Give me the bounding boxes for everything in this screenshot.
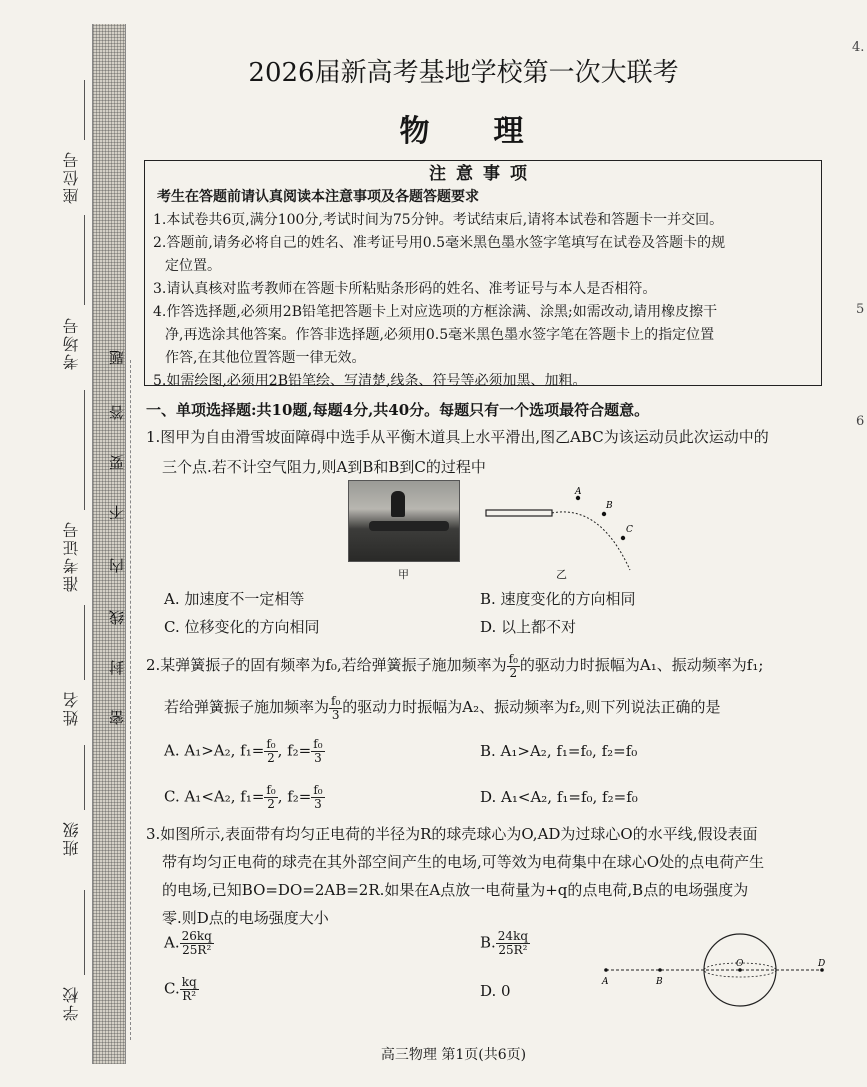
label-b: B bbox=[606, 501, 613, 511]
binding-dashed-line bbox=[130, 360, 131, 1040]
fraction-denominator: 2 bbox=[267, 751, 275, 765]
fraction bbox=[264, 738, 277, 765]
field-line bbox=[84, 215, 85, 305]
question-2-option-d: D. A₁<A₂, f₁=f₀, f₂=f₀ bbox=[480, 788, 638, 806]
notice-box bbox=[144, 160, 822, 389]
section-heading: 一、单项选择题:共10题,每题4分,共40分。每题只有一个选项最符合题意。 bbox=[146, 401, 650, 419]
question-3-option-d: D. 0 bbox=[480, 982, 511, 1000]
fraction bbox=[496, 930, 530, 957]
field-line bbox=[84, 890, 85, 975]
fraction-denominator: 2 bbox=[509, 665, 518, 680]
page-footer: 高三物理 第1页(共6页) bbox=[380, 1047, 527, 1063]
exam-title: 2026届新高考基地学校第一次大联考 bbox=[248, 58, 679, 88]
fraction bbox=[507, 653, 520, 680]
balance-beam bbox=[486, 510, 552, 516]
binding-warning-char: 不 bbox=[108, 505, 126, 520]
question-2-option-c bbox=[164, 784, 325, 811]
fraction-numerator: kq bbox=[181, 975, 197, 989]
option-label: A. bbox=[164, 933, 180, 952]
binding-warning-char: 题 bbox=[108, 350, 126, 365]
fraction bbox=[264, 784, 277, 811]
fraction-numerator: f₀ bbox=[508, 651, 518, 666]
fraction-numerator: f₀ bbox=[313, 783, 323, 797]
skier-figure bbox=[391, 491, 405, 517]
fraction-numerator: f₀ bbox=[331, 693, 341, 708]
field-exam-room: 考场号 bbox=[62, 316, 81, 370]
field-line bbox=[84, 390, 85, 510]
option-text: A. A₁>A₂, f₁= bbox=[164, 741, 265, 760]
figure-yi-diagram bbox=[480, 484, 640, 574]
notice-item: 5.如需绘图,必须用2B铅笔绘、写清楚,线条、符号等必须加黑、加粗。 bbox=[153, 373, 587, 389]
fraction bbox=[311, 738, 324, 765]
field-admission-number: 准考证号 bbox=[62, 520, 81, 592]
field-seat-number: 座位号 bbox=[62, 150, 81, 204]
label-a: A bbox=[602, 977, 609, 987]
point-b-dot bbox=[658, 968, 662, 972]
question-2-option-a bbox=[164, 738, 325, 765]
question-1-stem bbox=[146, 422, 826, 482]
label-d: D bbox=[818, 959, 826, 969]
option-label: B. bbox=[480, 933, 496, 952]
question-2-option-b: B. A₁>A₂, f₁=f₀, f₂=f₀ bbox=[480, 742, 638, 760]
point-b bbox=[602, 512, 606, 516]
fraction-numerator: f₀ bbox=[266, 783, 276, 797]
margin-number: 6 bbox=[856, 414, 865, 429]
question-3-line: 零.则D点的电场强度大小 bbox=[162, 909, 329, 927]
margin-number: 4. bbox=[852, 40, 865, 55]
binding-warning-char: 线 bbox=[108, 610, 126, 625]
notice-title: 注意事项 bbox=[429, 164, 537, 184]
label-b: B bbox=[656, 977, 663, 987]
notice-item: 2.答题前,请务必将自己的姓名、准考证号用0.5毫米黑色墨水签字笔填写在试卷及答题卡的规 bbox=[153, 235, 726, 251]
q2-text: 的驱动力时振幅为A₂、振动频率为f₂,则下列说法正确的是 bbox=[342, 698, 721, 716]
option-text: , f₂= bbox=[277, 787, 312, 806]
question-1-option-d: D. 以上都不对 bbox=[480, 618, 577, 636]
option-text: C. A₁<A₂, f₁= bbox=[164, 787, 265, 806]
notice-item: 净,再选涂其他答案。作答非选择题,必须用0.5毫米黑色墨水签字笔在答题卡上的指定位置 bbox=[165, 327, 715, 343]
option-text: , f₂= bbox=[277, 741, 312, 760]
binding-warning-char: 内 bbox=[108, 558, 126, 573]
sphere-diagram bbox=[596, 930, 832, 1012]
question-2-line-1 bbox=[146, 650, 826, 680]
field-line bbox=[84, 605, 85, 680]
fraction bbox=[329, 695, 342, 722]
figure-yi-label: 乙 bbox=[556, 568, 567, 581]
option-label: C. bbox=[164, 979, 180, 998]
fraction bbox=[180, 976, 199, 1003]
question-3-option-c bbox=[164, 976, 199, 1003]
rail-prop bbox=[369, 521, 449, 531]
question-3-line: 带有均匀正电荷的球壳在其外部空间产生的电场,可等效为电荷集中在球心O处的点电荷产生 bbox=[162, 853, 765, 871]
fraction-denominator: 25R² bbox=[182, 943, 212, 957]
subject-title: 物理 bbox=[399, 114, 588, 149]
question-3-option-b bbox=[480, 930, 530, 957]
notice-item: 作答,在其他位置答题一律无效。 bbox=[165, 350, 366, 366]
label-c: C bbox=[626, 525, 633, 535]
fraction-denominator: R² bbox=[182, 989, 197, 1003]
binding-strip bbox=[92, 24, 126, 1064]
fraction bbox=[311, 784, 324, 811]
q2-text: 的驱动力时振幅为A₁、振动频率为f₁; bbox=[519, 656, 764, 674]
point-c bbox=[621, 536, 625, 540]
fraction-numerator: 24kq bbox=[497, 929, 529, 943]
q2-text: 若给弹簧振子施加频率为 bbox=[164, 698, 330, 716]
notice-item: 1.本试卷共6页,满分100分,考试时间为75分钟。考试结束后,请将本试卷和答题卡一并交回。 bbox=[153, 212, 724, 228]
question-1-option-b: B. 速度变化的方向相同 bbox=[480, 590, 636, 608]
question-1-line: 1.图甲为自由滑雪坡面障碍中选手从平衡木道具上水平滑出,图乙ABC为该运动员此次运动中的 bbox=[146, 428, 769, 446]
field-name: 姓名 bbox=[62, 690, 81, 726]
field-class: 班级 bbox=[62, 820, 81, 856]
binding-warning-char: 要 bbox=[108, 455, 126, 470]
binding-warning-char: 封 bbox=[108, 660, 126, 675]
notice-item: 4.作答选择题,必须用2B铅笔把答题卡上对应选项的方框涂满、涂黑;如需改动,请用橡皮擦干 bbox=[153, 304, 718, 320]
fraction-numerator: 26kq bbox=[181, 929, 212, 943]
binding-warning-char: 答 bbox=[108, 405, 126, 420]
fraction-denominator: 25R² bbox=[498, 943, 528, 957]
notice-intro: 考生在答题前请认真阅读本注意事项及各题答题要求 bbox=[157, 189, 479, 205]
question-3-stem bbox=[146, 820, 826, 932]
margin-number: 5 bbox=[856, 302, 865, 317]
question-1-option-c: C. 位移变化的方向相同 bbox=[164, 618, 320, 636]
fraction-denominator: 3 bbox=[331, 707, 340, 722]
fraction bbox=[180, 930, 214, 957]
binding-warning-char: 密 bbox=[108, 710, 126, 725]
field-line bbox=[84, 745, 85, 810]
fraction-denominator: 3 bbox=[314, 751, 322, 765]
fraction-denominator: 3 bbox=[314, 797, 322, 811]
trajectory-curve bbox=[552, 512, 630, 570]
figure-jia-label: 甲 bbox=[398, 568, 409, 581]
question-1-option-a: A. 加速度不一定相等 bbox=[164, 590, 305, 608]
notice-item: 定位置。 bbox=[165, 258, 221, 274]
question-1-line: 三个点.若不计空气阻力,则A到B和B到C的过程中 bbox=[162, 458, 486, 476]
fraction-numerator: f₀ bbox=[313, 737, 323, 751]
fraction-denominator: 2 bbox=[267, 797, 275, 811]
label-o: O bbox=[736, 959, 744, 969]
question-3-line: 的电场,已知BO=DO=2AB=2R.如果在A点放一电荷量为+q的点电荷,B点的电场强度为 bbox=[162, 881, 749, 899]
label-a: A bbox=[575, 487, 582, 497]
question-3-option-a bbox=[164, 930, 214, 957]
point-a-dot bbox=[604, 968, 608, 972]
fraction-numerator: f₀ bbox=[266, 737, 276, 751]
question-2-line-2 bbox=[146, 692, 826, 722]
field-school: 学校 bbox=[62, 985, 81, 1021]
question-3-line: 3.如图所示,表面带有均匀正电荷的半径为R的球壳球心为O,AD为过球心O的水平线,假设表面 bbox=[146, 825, 758, 843]
notice-item: 3.请认真核对监考教师在答题卡所粘贴条形码的姓名、准考证号与本人是否相符。 bbox=[153, 281, 657, 297]
figure-jia-photo bbox=[348, 480, 460, 562]
q2-text: 2.某弹簧振子的固有频率为f₀,若给弹簧振子施加频率为 bbox=[146, 656, 507, 674]
